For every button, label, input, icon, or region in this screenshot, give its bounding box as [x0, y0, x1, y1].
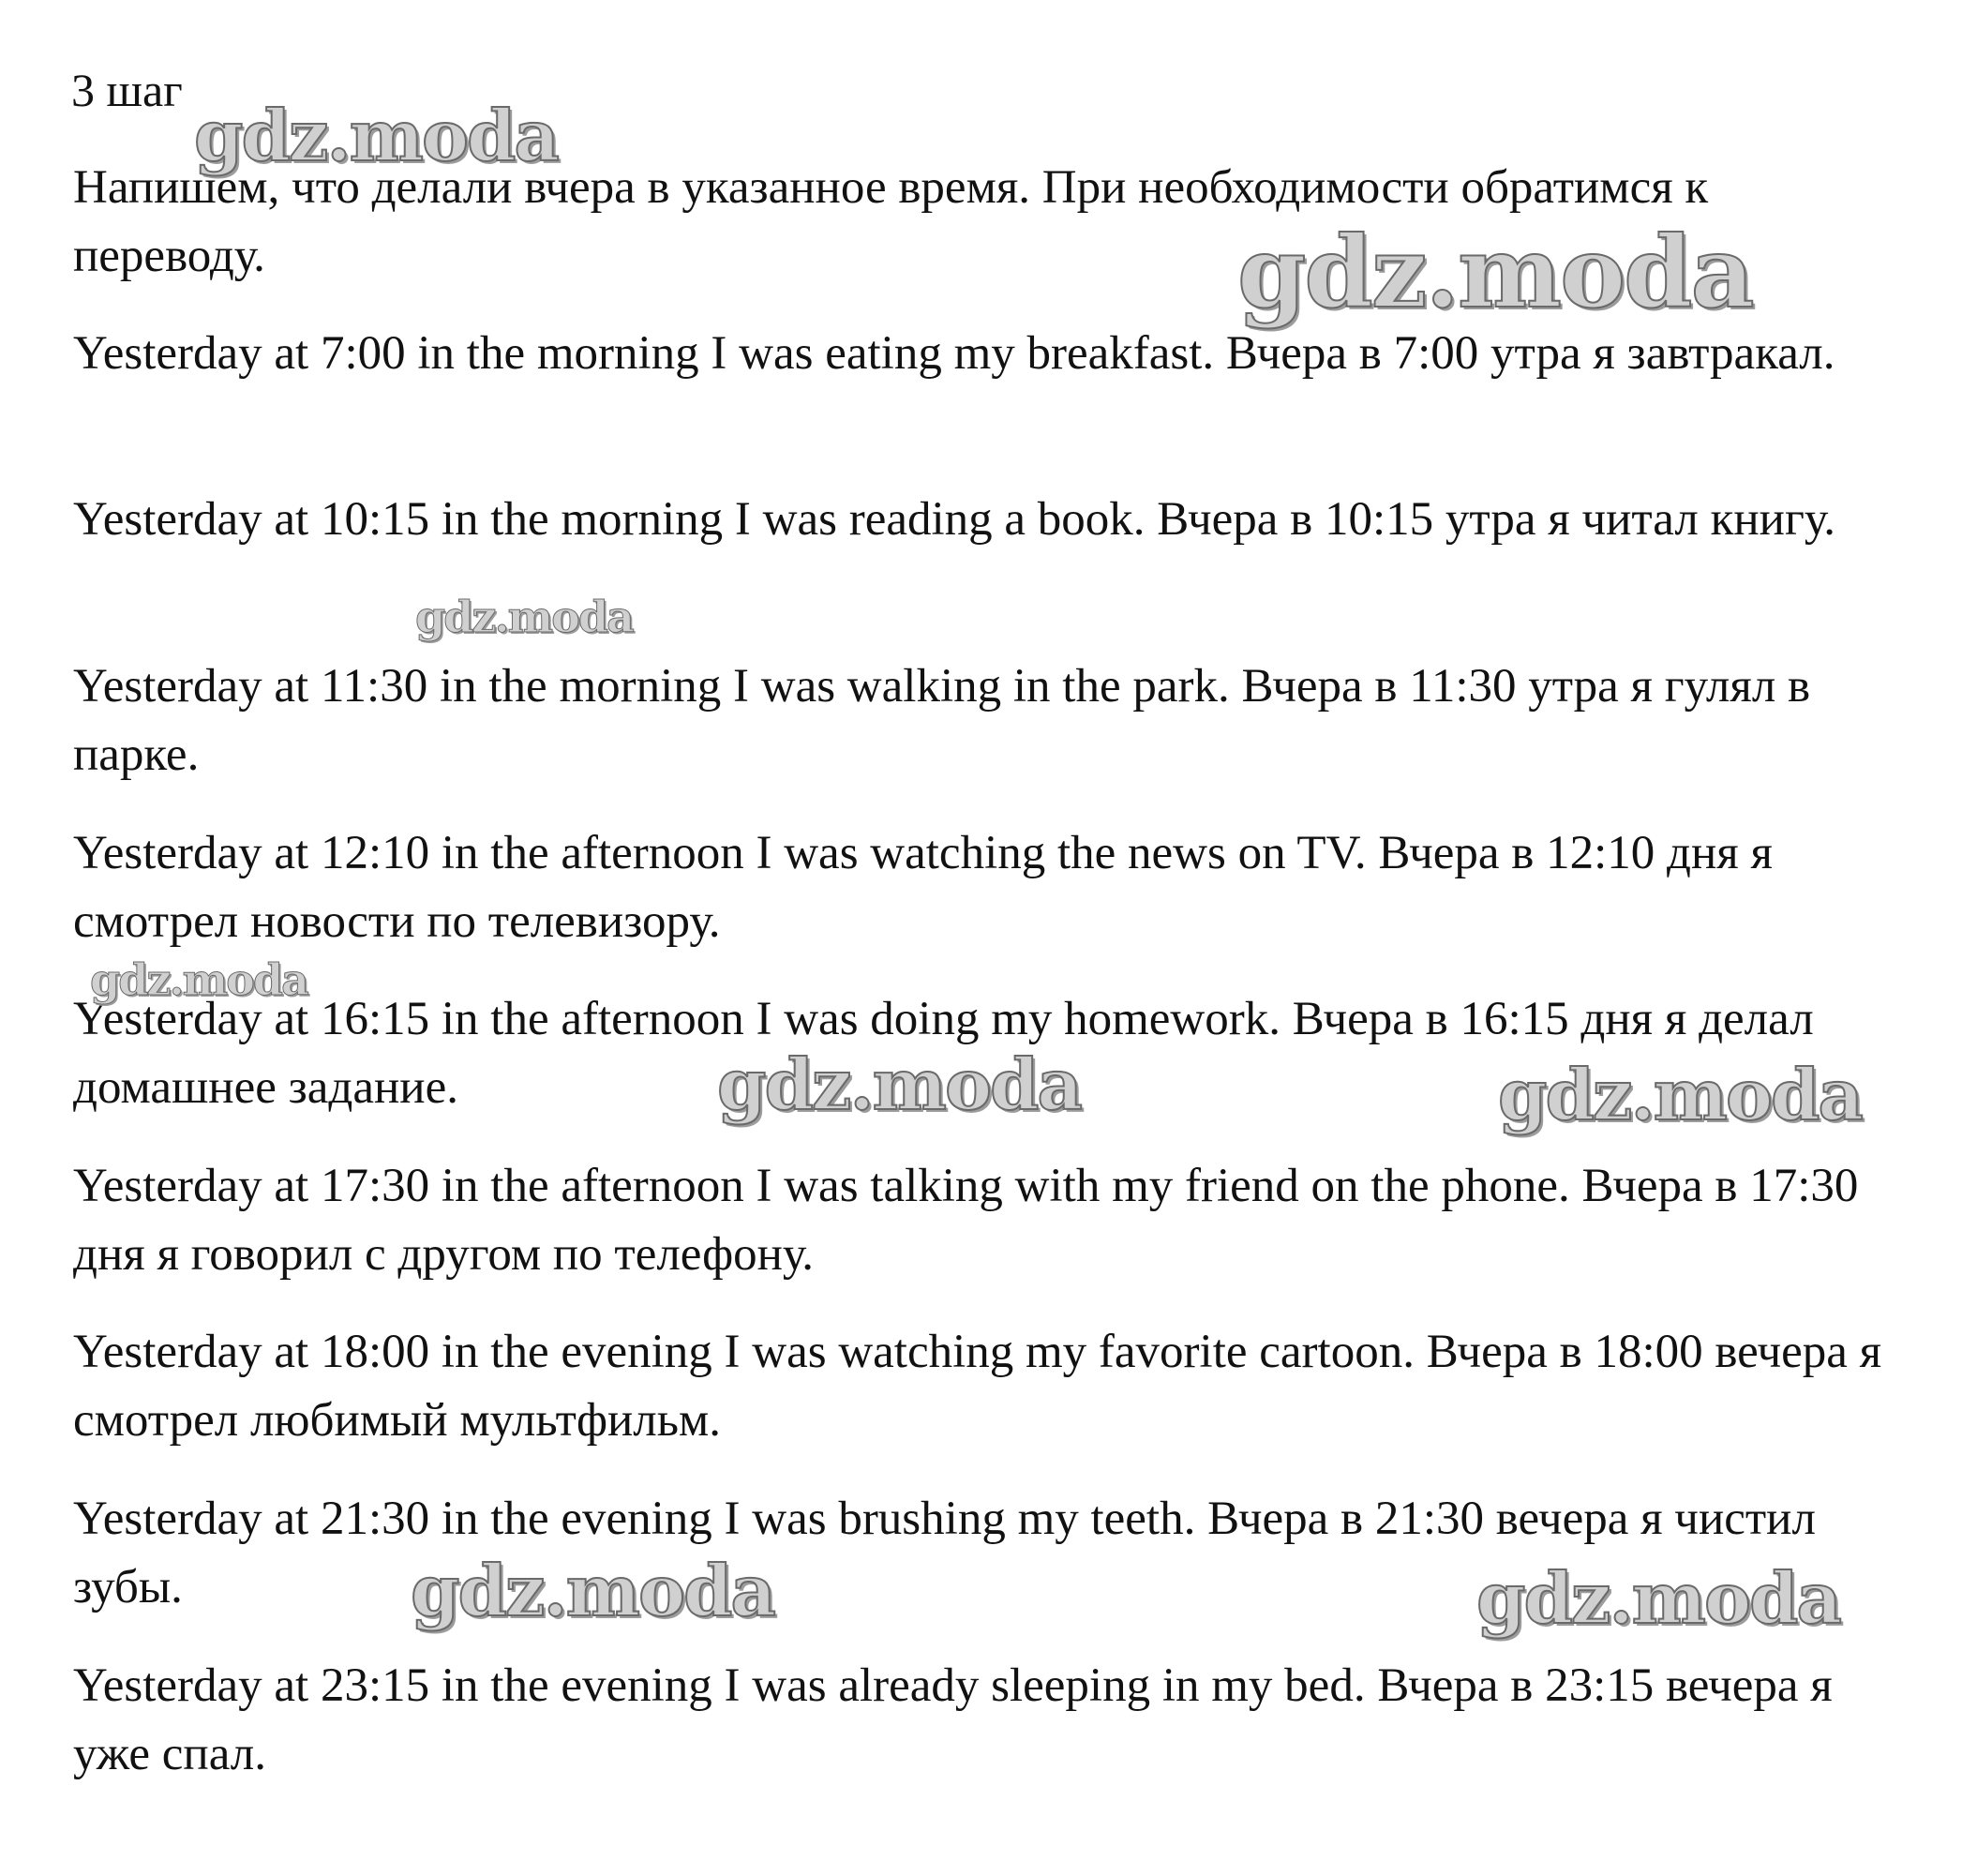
sentence-paragraph: Yesterday at 21:30 in the evening I was brushing my teeth. Вчера в 21:30 вечера я чистил зубы.	[73, 1493, 1816, 1613]
sentence-paragraph: Yesterday at 11:30 in the morning I was walking in the park. Вчера в 11:30 утра я гулял в парке.	[73, 660, 1811, 781]
watermark: gdz.moda	[1237, 214, 1753, 330]
watermark: gdz.moda	[411, 1550, 775, 1632]
watermark: gdz.moda	[90, 954, 307, 1005]
step-label: 3 шаг	[71, 64, 183, 116]
sentence-paragraph: Yesterday at 12:10 in the afternoon I was watching the news on TV. Вчера в 12:10 дня я смотрел новости по телевизору.	[73, 827, 1773, 948]
watermark: gdz.moda	[717, 1043, 1082, 1126]
sentence-paragraph: Yesterday at 17:30 in the afternoon I was talking with my friend on the phone. Вчера в 17:30 дня я говорил с другом по телефону.	[73, 1160, 1859, 1281]
sentence-paragraph: Yesterday at 18:00 in the evening I was watching my favorite cartoon. Вчера в 18:00 вечера я смотрел любимый мультфильм.	[73, 1326, 1882, 1447]
watermark: gdz.moda	[1498, 1054, 1863, 1136]
sentence-paragraph: Yesterday at 16:15 in the afternoon I was doing my homework. Вчера в 16:15 дня я делал домашнее задание.	[73, 993, 1814, 1114]
watermark: gdz.moda	[1476, 1557, 1841, 1640]
intro-paragraph: Напишем, что делали вчера в указанное время. При необходимости обратимся к переводу.	[73, 161, 1709, 282]
sentence-paragraph: Yesterday at 10:15 in the morning I was reading a book. Вчера в 10:15 утра я читал книгу.	[73, 493, 1836, 546]
watermark: gdz.moda	[415, 592, 633, 642]
sentence-paragraph: Yesterday at 7:00 in the morning I was eating my breakfast. Вчера в 7:00 утра я завтракал.	[73, 327, 1835, 380]
watermark: gdz.moda	[194, 95, 559, 177]
sentence-paragraph: Yesterday at 23:15 in the evening I was already sleeping in my bed. Вчера в 23:15 вечера я уже спал.	[73, 1659, 1833, 1780]
